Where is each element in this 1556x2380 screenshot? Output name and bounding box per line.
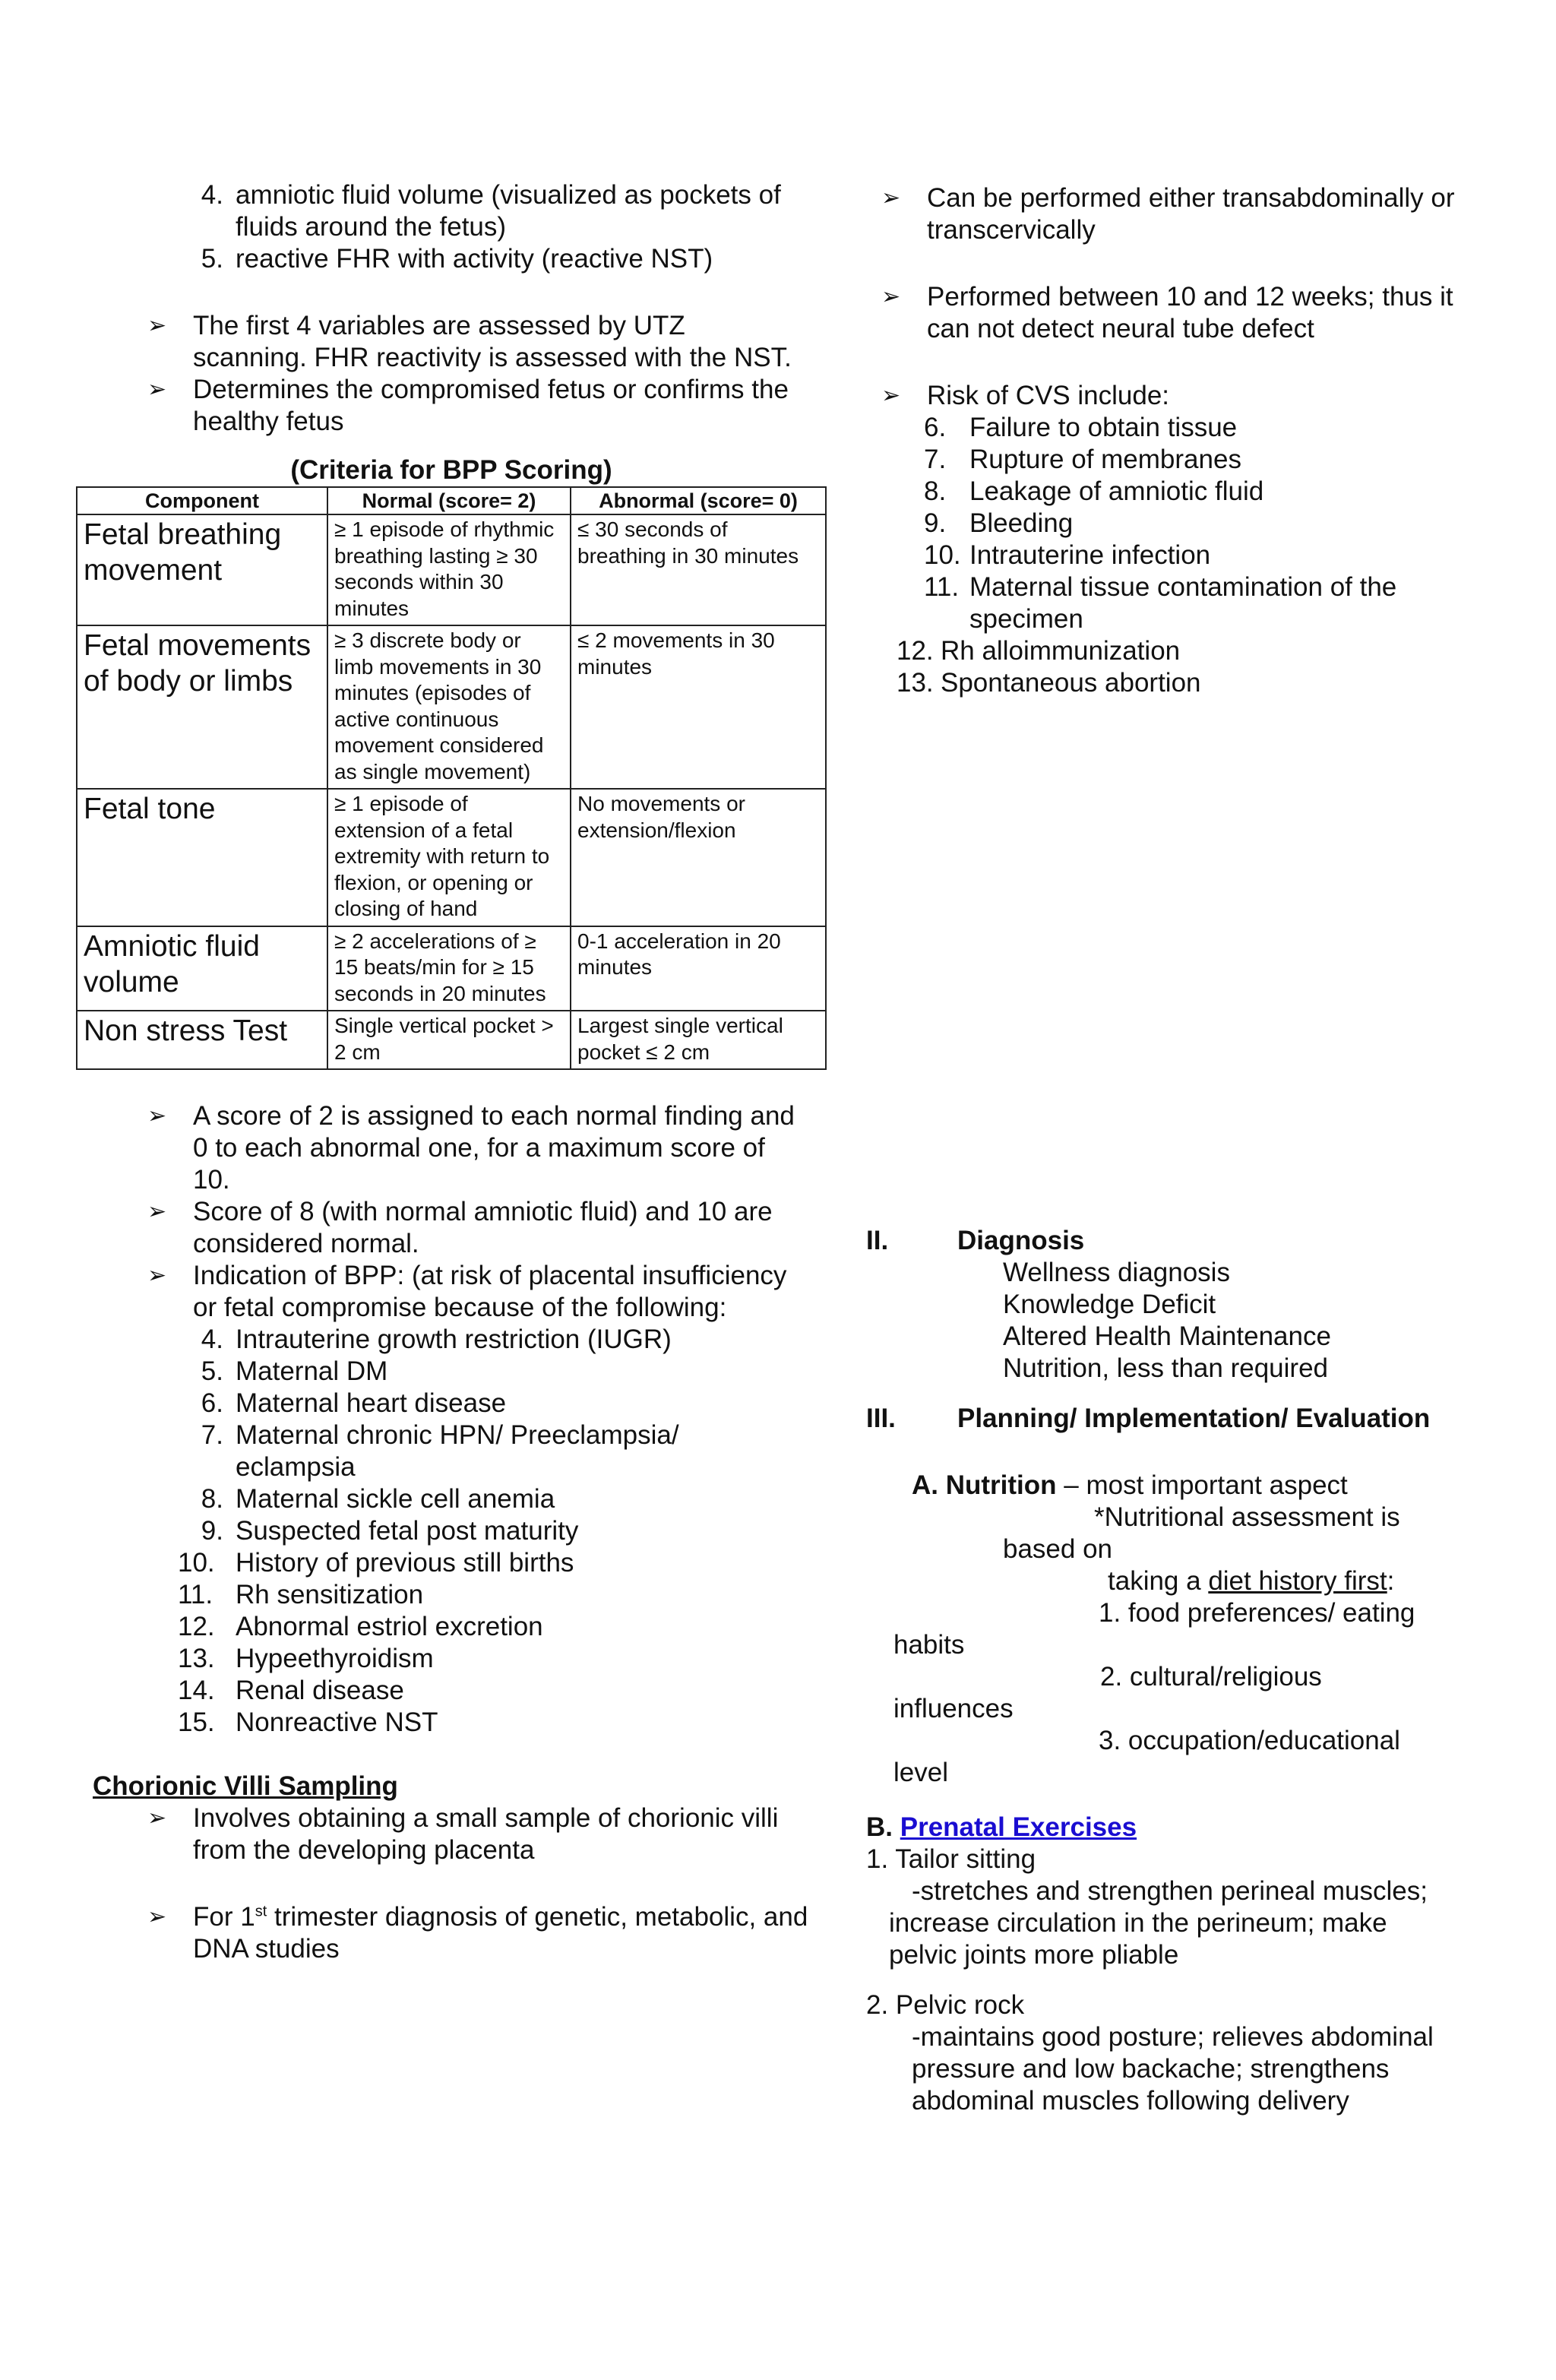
normal-cell: Single vertical pocket > 2 cm: [327, 1011, 571, 1069]
list-item: 6. Failure to obtain tissue: [924, 413, 1238, 442]
cvs-heading: Chorionic Villi Sampling: [93, 1771, 398, 1801]
list-item: 12. Abnormal estriol excretion: [178, 1612, 543, 1641]
component-cell: Non stress Test: [77, 1011, 327, 1069]
arrow-bullet-icon: ➢: [147, 377, 167, 402]
bpp-table-section: [76, 454, 836, 1070]
list-item: 11. Rh sensitization: [178, 1580, 424, 1609]
list-item: 7. Maternal chronic HPN/ Preeclampsia/ eclampsia: [201, 1420, 679, 1482]
component-cell: Fetal movements of body or limbs: [77, 625, 327, 789]
table-row: [77, 1011, 826, 1069]
bullet-item: ➢ Score of 8 (with normal amniotic fluid) and 10 are considered normal.: [147, 1197, 773, 1258]
bullet-item: ➢ Can be performed either transabdominally or transcervically: [881, 183, 1455, 245]
prenatal-exercises-section: B. Prenatal Exercises 1. Tailor sitting -stretches and strengthen perineal muscles; increase circulation in the perineum; make pelvic joints more pliable 2. Pelvic rock -maintains good posture; relieves abdominal pressure and low backache; strengthens abdominal muscles following delivery: [866, 1812, 1489, 2117]
arrow-bullet-icon: ➢: [147, 1904, 167, 1929]
diagnosis-list: [866, 1257, 1489, 1385]
arrow-bullet-icon: ➢: [147, 1103, 167, 1128]
cvs-risks-list: [866, 412, 1501, 635]
list-item: 7. Rupture of membranes: [924, 445, 1241, 474]
nutrition-label: A. Nutrition: [912, 1470, 1057, 1500]
arrow-bullet-icon: ➢: [147, 1199, 167, 1224]
indications-list: [76, 1324, 798, 1739]
abnormal-cell: 0-1 acceleration in 20 minutes: [571, 926, 826, 1011]
prenatal-exercises-link[interactable]: Prenatal Exercises: [900, 1812, 1137, 1842]
bullet-item: ➢ Performed between 10 and 12 weeks; thus it can not detect neural tube defect: [881, 282, 1453, 343]
arrow-bullet-icon: ➢: [881, 383, 901, 408]
table-row: [77, 926, 826, 1011]
normal-cell: ≥ 2 accelerations of ≥ 15 beats/min for ≥ 15 seconds in 20 minutes: [327, 926, 571, 1011]
list-item: 11. Maternal tissue contamination of the specimen: [924, 572, 1397, 634]
list-item: Altered Health Maintenance: [1003, 1321, 1331, 1351]
list-item: 6. Maternal heart disease: [201, 1388, 507, 1418]
component-cell: Amniotic fluid volume: [77, 926, 327, 1011]
table-row: [77, 789, 826, 926]
right-column: [866, 182, 1489, 2117]
abnormal-cell: ≤ 30 seconds of breathing in 30 minutes: [571, 514, 826, 625]
bullet-item: ➢ For 1st trimester diagnosis of genetic, metabolic, and DNA studies: [147, 1902, 808, 1964]
list-item: 10. History of previous still births: [178, 1548, 574, 1578]
diagnosis-section: [866, 1225, 1489, 1385]
table-header-row: [77, 487, 826, 514]
normal-cell: ≥ 1 episode of extension of a fetal extremity with return to flexion, or opening or closing of hand: [327, 789, 571, 926]
arrow-bullet-icon: ➢: [881, 185, 901, 210]
abnormal-cell: Largest single vertical pocket ≤ 2 cm: [571, 1011, 826, 1069]
abnormal-cell: No movements or extension/flexion: [571, 789, 826, 926]
component-cell: Fetal breathing movement: [77, 514, 327, 625]
list-item: Wellness diagnosis: [1003, 1258, 1230, 1287]
bpp-bullets: [76, 310, 801, 438]
table-row: [77, 514, 826, 625]
list-item: Knowledge Deficit: [1003, 1290, 1216, 1319]
bullet-item: ➢ The first 4 variables are assessed by UTZ scanning. FHR reactivity is assessed with the NST.: [147, 311, 792, 372]
left-column: [76, 179, 836, 1965]
abnormal-cell: ≤ 2 movements in 30 minutes: [571, 625, 826, 789]
arrow-bullet-icon: ➢: [881, 284, 901, 309]
list-item: 10. Intrauterine infection: [924, 540, 1211, 570]
list-item: 8. Maternal sickle cell anemia: [201, 1484, 555, 1514]
normal-cell: ≥ 3 discrete body or limb movements in 30 minutes (episodes of active continuous movement considered as single movement): [327, 625, 571, 789]
bullet-item: ➢ Determines the compromised fetus or confirms the healthy fetus: [147, 375, 789, 436]
list-item: 5. reactive FHR with activity (reactive NST): [201, 244, 713, 274]
list-item: Nutrition, less than required: [1003, 1353, 1328, 1383]
column-header: Abnormal (score= 0): [571, 487, 826, 514]
arrow-bullet-icon: ➢: [147, 1263, 167, 1288]
list-item: 15. Nonreactive NST: [178, 1707, 438, 1737]
planning-heading: III. Planning/ Implementation/ Evaluation: [866, 1404, 1431, 1433]
list-item: 8. Leakage of amniotic fluid: [924, 476, 1264, 506]
list-item: 4. amniotic fluid volume (visualized as pockets of fluids around the fetus): [201, 180, 781, 242]
bpp-variables-list: [76, 179, 783, 275]
list-item: 4. Intrauterine growth restriction (IUGR): [201, 1325, 672, 1354]
column-header: Normal (score= 2): [327, 487, 571, 514]
cvs-risks-outer-list: [866, 635, 1474, 699]
table-caption: (Criteria for BPP Scoring): [290, 455, 612, 485]
bullet-item: ➢ A score of 2 is assigned to each normal finding and 0 to each abnormal one, for a maximum score of 10.: [147, 1101, 795, 1195]
bullet-item: ➢ Involves obtaining a small sample of chorionic villi from the developing placenta: [147, 1803, 779, 1865]
bullet-item: ➢ Risk of CVS include:: [881, 381, 1170, 410]
component-cell: Fetal tone: [77, 789, 327, 926]
exercise-title: 1. Tailor sitting: [866, 1844, 1036, 1874]
list-item: 9. Bleeding: [924, 508, 1074, 538]
bpp-scoring-table: [76, 486, 827, 1070]
arrow-bullet-icon: ➢: [147, 313, 167, 338]
cvs-right-bullets: [866, 182, 1489, 412]
score-bullets: [76, 1100, 801, 1324]
list-item: 12. Rh alloimmunization: [897, 636, 1181, 666]
table-row: [77, 625, 826, 789]
arrow-bullet-icon: ➢: [147, 1806, 167, 1831]
list-item: 14. Renal disease: [178, 1676, 404, 1705]
list-item: 13. Spontaneous abortion: [897, 668, 1201, 698]
list-item: 13. Hypeethyroidism: [178, 1644, 434, 1673]
diagnosis-title: Diagnosis: [957, 1226, 1085, 1255]
normal-cell: ≥ 1 episode of rhythmic breathing lasting ≥ 30 seconds within 30 minutes: [327, 514, 571, 625]
column-header: Component: [77, 487, 327, 514]
list-item: 9. Suspected fetal post maturity: [201, 1516, 579, 1546]
exercise-title: 2. Pelvic rock: [866, 1990, 1025, 2020]
nutrition-section: A. Nutrition – most important aspect *Nutritional assessment is based on taking a diet history first: 1. food preferences/ eating habits 2. cultural/religious influences 3. occupation/educational level: [893, 1470, 1415, 1787]
list-item: 5. Maternal DM: [201, 1356, 388, 1386]
cvs-bullets: [76, 1802, 816, 1965]
diagnosis-numeral: II.: [866, 1226, 889, 1255]
bullet-item: ➢ Indication of BPP: (at risk of placental insufficiency or fetal compromise because of the following:: [147, 1261, 787, 1322]
